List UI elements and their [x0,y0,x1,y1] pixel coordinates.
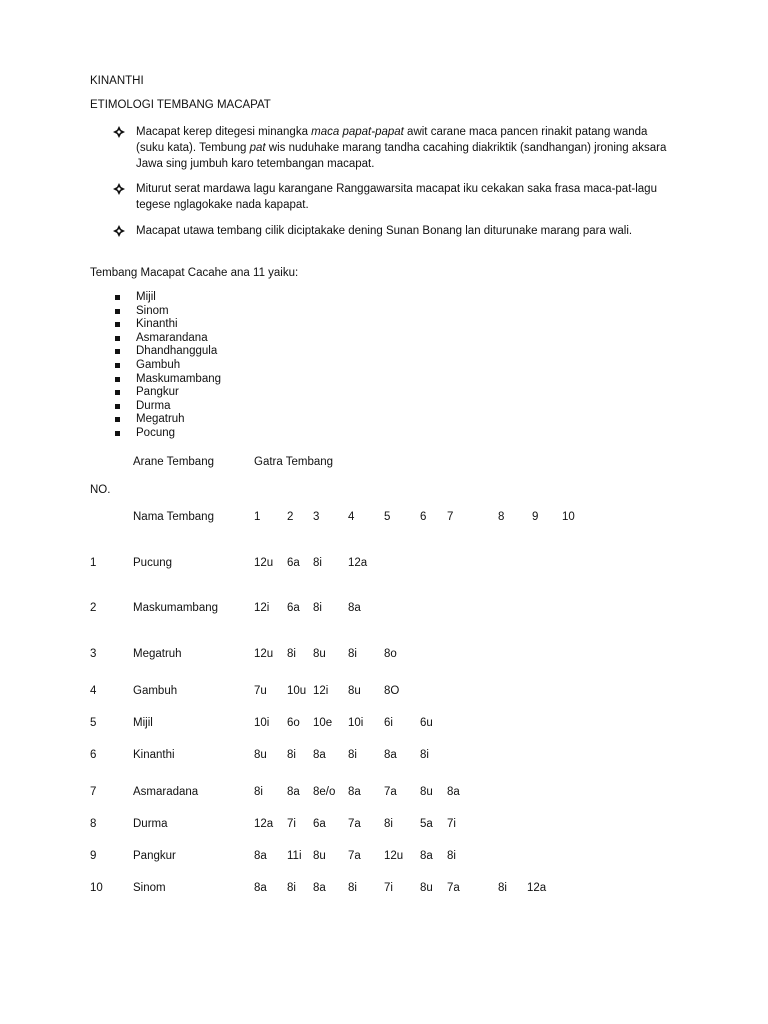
document-title: KINANTHI [90,75,144,87]
square-bullet-icon [115,322,120,327]
gatra-cell: 7a [348,818,361,830]
diamond-bullet-icon [112,182,126,196]
gatra-number: 1 [254,511,261,523]
gatra-cell: 8u [313,850,326,862]
gatra-cell: 8O [384,685,400,697]
gatra-cell: 8i [348,882,357,894]
italic-term: maca papat-papat [311,126,404,138]
list-item: Dhandhanggula [136,345,218,357]
list-item: Pocung [136,427,176,439]
tembang-name: Mijil [133,717,153,729]
gatra-cell: 8a [287,786,300,798]
tembang-name: Sinom [133,882,166,894]
list-item: Durma [136,400,171,412]
gatra-cell: 7a [348,850,361,862]
gatra-cell: 7a [384,786,397,798]
tembang-name: Kinanthi [133,749,175,761]
gatra-cell: 8u [348,685,361,697]
tembang-name: Megatruh [133,648,182,660]
list-item: Sinom [136,305,169,317]
tembang-name: Maskumambang [133,602,219,614]
gatra-cell: 12i [313,685,329,697]
gatra-cell: 8e/o [313,786,336,798]
row-number: 6 [90,749,97,761]
row-number: 10 [90,882,103,894]
row-number: 1 [90,557,97,569]
gatra-cell: 10u [287,685,307,697]
gatra-cell: 8a [384,749,397,761]
gatra-cell: 7a [447,882,460,894]
square-bullet-icon [115,377,120,382]
gatra-cell: 12u [254,648,274,660]
section-heading: ETIMOLOGI TEMBANG MACAPAT [90,99,271,111]
table-header-no: NO. [90,484,111,496]
diamond-bullet-icon [112,125,126,139]
list-item: Mijil [136,291,156,303]
bullet-paragraph [136,124,676,172]
square-bullet-icon [115,404,120,409]
row-number: 7 [90,786,97,798]
gatra-cell: 8a [447,786,460,798]
paragraph-text: wis nuduhake marang tandha cacahing diakriktik (sandhangan) jroning aksara Jawa sing jumbuh karo tetembangan macapat. [136,142,667,170]
gatra-cell: 8i [313,557,322,569]
gatra-cell: 8o [384,648,397,660]
gatra-cell: 8a [313,882,326,894]
gatra-number: 9 [532,511,539,523]
list-item: Gambuh [136,359,181,371]
gatra-number: 6 [420,511,427,523]
square-bullet-icon [115,363,120,368]
gatra-cell: 6u [420,717,433,729]
gatra-cell: 8a [348,602,361,614]
gatra-cell: 10e [313,717,333,729]
gatra-cell: 8a [313,749,326,761]
gatra-cell: 8a [254,882,267,894]
gatra-cell: 8i [420,749,429,761]
gatra-cell: 12u [254,557,274,569]
gatra-cell: 10i [254,717,270,729]
gatra-number: 2 [287,511,294,523]
gatra-number: 8 [498,511,505,523]
row-number: 4 [90,685,97,697]
list-item: Asmarandana [136,332,208,344]
paragraph-text: awit carane maca pancen rinakit patang wanda (suku kata). Tembung [136,126,648,154]
gatra-cell: 8i [313,602,322,614]
gatra-number: 10 [562,511,575,523]
tembang-name: Pangkur [133,850,176,862]
gatra-cell: 8u [420,786,433,798]
tembang-name: Gambuh [133,685,178,697]
row-number: 8 [90,818,97,830]
square-bullet-icon [115,390,120,395]
square-bullet-icon [115,349,120,354]
gatra-cell: 8u [254,749,267,761]
row-number: 9 [90,850,97,862]
table-header-gatra: Gatra Tembang [254,456,334,468]
gatra-cell: 7i [287,818,296,830]
square-bullet-icon [115,309,120,314]
square-bullet-icon [115,431,120,436]
gatra-cell: 12a [348,557,368,569]
gatra-cell: 7i [447,818,456,830]
gatra-cell: 6i [384,717,393,729]
gatra-number: 7 [447,511,454,523]
gatra-cell: 11i [287,850,302,862]
gatra-cell: 8i [254,786,263,798]
gatra-cell: 12a [254,818,274,830]
gatra-cell: 6a [287,602,300,614]
diamond-bullet-icon [112,224,126,238]
list-item: Maskumambang [136,373,222,385]
gatra-number: 3 [313,511,320,523]
gatra-cell: 7i [384,882,393,894]
tembang-name: Pucung [133,557,173,569]
bullet-paragraph [136,181,676,213]
gatra-cell: 8i [348,749,357,761]
square-bullet-icon [115,336,120,341]
gatra-number: 4 [348,511,355,523]
gatra-cell: 8i [348,648,357,660]
square-bullet-icon [115,295,120,300]
gatra-cell: 8a [348,786,361,798]
list-intro: Tembang Macapat Cacahe ana 11 yaiku: [90,267,299,279]
table-header-arane: Arane Tembang [133,456,214,468]
tembang-name: Durma [133,818,168,830]
square-bullet-icon [115,417,120,422]
row-number: 5 [90,717,97,729]
list-item: Megatruh [136,413,185,425]
gatra-cell: 6a [287,557,300,569]
gatra-cell: 7u [254,685,267,697]
row-number: 3 [90,648,97,660]
italic-term: pat [249,142,266,154]
gatra-cell: 5a [420,818,433,830]
gatra-cell: 8i [287,882,296,894]
bullet-paragraph [136,223,676,239]
gatra-cell: 8a [420,850,433,862]
gatra-cell: 6a [313,818,326,830]
tembang-name: Asmaradana [133,786,199,798]
gatra-cell: 8u [420,882,433,894]
gatra-number: 5 [384,511,391,523]
row-number: 2 [90,602,97,614]
gatra-cell: 12a [527,882,547,894]
paragraph-text: Miturut serat mardawa lagu karangane Ranggawarsita macapat iku cekakan saka frasa maca-pat-lagu tegese nglagokake nada kapapat. [136,183,657,211]
gatra-cell: 8i [287,749,296,761]
list-item: Pangkur [136,386,179,398]
gatra-cell: 8i [447,850,456,862]
gatra-cell: 8a [254,850,267,862]
list-item: Kinanthi [136,318,178,330]
gatra-cell: 8i [287,648,296,660]
gatra-cell: 10i [348,717,364,729]
gatra-cell: 8i [384,818,393,830]
gatra-cell: 8u [313,648,326,660]
gatra-cell: 12u [384,850,404,862]
gatra-cell: 6o [287,717,300,729]
gatra-cell: 12i [254,602,270,614]
table-header-nama: Nama Tembang [133,511,214,523]
paragraph-text: Macapat kerep ditegesi minangka [136,126,312,138]
paragraph-text: Macapat utawa tembang cilik diciptakake dening Sunan Bonang lan diturunake marang para wali. [136,225,633,237]
gatra-cell: 8i [498,882,507,894]
